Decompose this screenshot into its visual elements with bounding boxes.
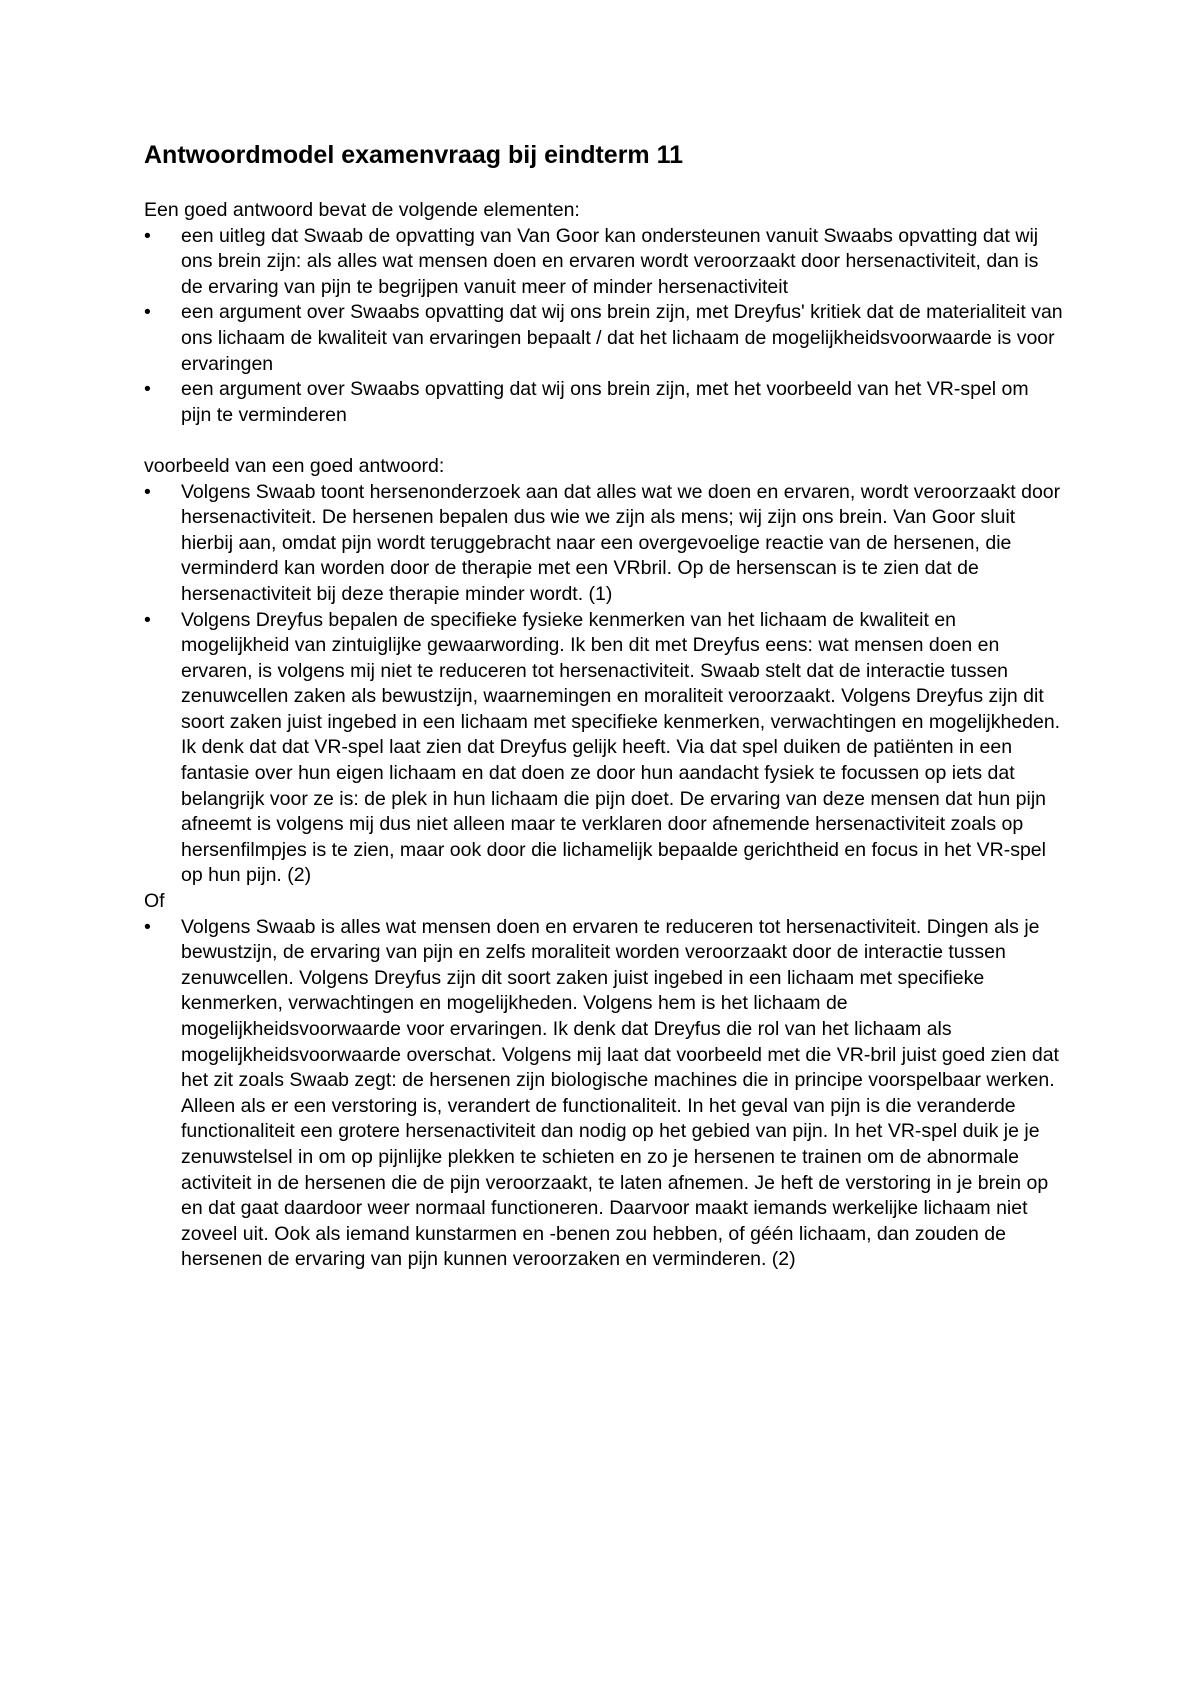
list-item	[144, 608, 1064, 890]
bullet-icon: •	[144, 378, 151, 401]
spacer	[144, 428, 1064, 454]
document-title: Antwoordmodel examenvraag bij eindterm 11	[144, 141, 684, 169]
bullet-icon: •	[144, 480, 151, 503]
intro-text: Een goed antwoord bevat de volgende elementen:	[144, 199, 580, 221]
bullet-icon: •	[144, 301, 151, 324]
alternative-list	[144, 915, 1064, 1273]
list-item	[144, 480, 1064, 608]
list-item-text: Volgens Swaab is alles wat mensen doen en ervaren te reduceren tot hersenactiviteit. Dingen als je bewustzijn, de ervaring van pijn en zelfs moraliteit worden veroorzaakt door de interactie tussen zenuwcellen. Volgens Dreyfus zijn dit soort zaken juist ingebed in een lichaam met specifieke kenmerken, verwachtingen en mogelijkheden. Volgens hem is het lichaam de mogelijkheidsvoorwaarde voor ervaringen. Ik denk dat Dreyfus die rol van het lichaam als mogelijkheidsvoorwaarde overschat. Volgens mij laat dat voorbeeld met die VR-bril juist goed zien dat het zit zoals Swaab zegt: de hersenen zijn biologische machines die in principe voorspelbaar werken. Alleen als er een verstoring is, verandert de functionaliteit. In het geval van pijn is die veranderde functionaliteit een grotere hersenactiviteit dan nodig op het gebied van pijn. In het VR-spel duik je je zenuwstelsel in om op pijnlijke plekken te schieten en zo je hersenen te trainen om de abnormale activiteit in de hersenen die de pijn veroorzaakt, te laten afnemen. Je heft de verstoring in je brein op en dat gaat daardoor weer normaal functioneren. Daarvoor maakt iemands werkelijke lichaam niet zoveel uit. Ook als iemand kunstarmen en -benen zou hebben, of géén lichaam, dan zouden de hersenen de ervaring van pijn kunnen veroorzaken en verminderen. (2)	[181, 915, 1059, 1271]
list-item-text: een argument over Swaabs opvatting dat wij ons brein zijn, met het voorbeeld van het VR-spel om pijn te verminderen	[181, 378, 1029, 426]
list-item-text: Volgens Swaab toont hersenonderzoek aan dat alles wat we doen en ervaren, wordt veroorzaakt door hersenactiviteit. De hersenen bepalen dus wie we zijn als mens; wij zijn ons brein. Van Goor sluit hierbij aan, omdat pijn wordt teruggebracht naar een overgevoelige reactie van de hersenen, die verminderd kan worden door de therapie met een VRbril. Op de hersenscan is te zien dat de hersenactiviteit bij deze therapie minder wordt. (1)	[181, 480, 1061, 605]
list-item-text: een argument over Swaabs opvatting dat wij ons brein zijn, met Dreyfus' kritiek dat de materialiteit van ons lichaam de kwaliteit van ervaringen bepaalt / dat het lichaam de mogelijkheidsvoorwaarde is voor ervaringen	[181, 301, 1063, 375]
example-list	[144, 480, 1064, 890]
list-item	[144, 300, 1064, 377]
elements-list	[144, 224, 1064, 429]
list-item	[144, 377, 1064, 428]
list-item	[144, 224, 1064, 301]
list-item-text: een uitleg dat Swaab de opvatting van Van Goor kan ondersteunen vanuit Swaabs opvatting dat wij ons brein zijn: als alles wat mensen doen en ervaren wordt veroorzaakt door hersenactiviteit, dan is de ervaring van pijn te begrijpen vanuit meer of minder hersenactiviteit	[181, 224, 1039, 298]
document-page	[144, 140, 1064, 1273]
bullet-icon: •	[144, 224, 151, 247]
list-item-text: Volgens Dreyfus bepalen de specifieke fysieke kenmerken van het lichaam de kwaliteit en mogelijkheid van zintuiglijke gewaarwording. Ik ben dit met Dreyfus eens: wat mensen doen en ervaren, is volgens mij niet te reduceren tot hersenactiviteit. Swaab stelt dat de interactie tussen zenuwcellen zaken als bewustzijn, waarnemingen en moraliteit veroorzaakt. Volgens Dreyfus zijn dit soort zaken juist ingebed in een lichaam met specifieke kenmerken, verwachtingen en mogelijkheden. Ik denk dat dat VR-spel laat zien dat Dreyfus gelijk heeft. Via dat spel duiken de patiënten in een fantasie over hun eigen lichaam en dat doen ze door hun aandacht fysiek te focussen op iets dat belangrijk voor ze is: de plek in hun lichaam die pijn doet. De ervaring van deze mensen dat hun pijn afneemt is volgens mij dus niet alleen maar te verklaren door afnemende hersenactiviteit zoals op hersenfilmpjes is te zien, maar ook door die lichamelijk bepaalde gerichtheid en focus in het VR-spel op hun pijn. (2)	[181, 608, 1061, 887]
list-item	[144, 915, 1064, 1273]
example-heading: voorbeeld van een goed antwoord:	[144, 454, 445, 477]
or-label: Of	[144, 890, 165, 913]
bullet-icon: •	[144, 915, 151, 938]
bullet-icon: •	[144, 608, 151, 631]
